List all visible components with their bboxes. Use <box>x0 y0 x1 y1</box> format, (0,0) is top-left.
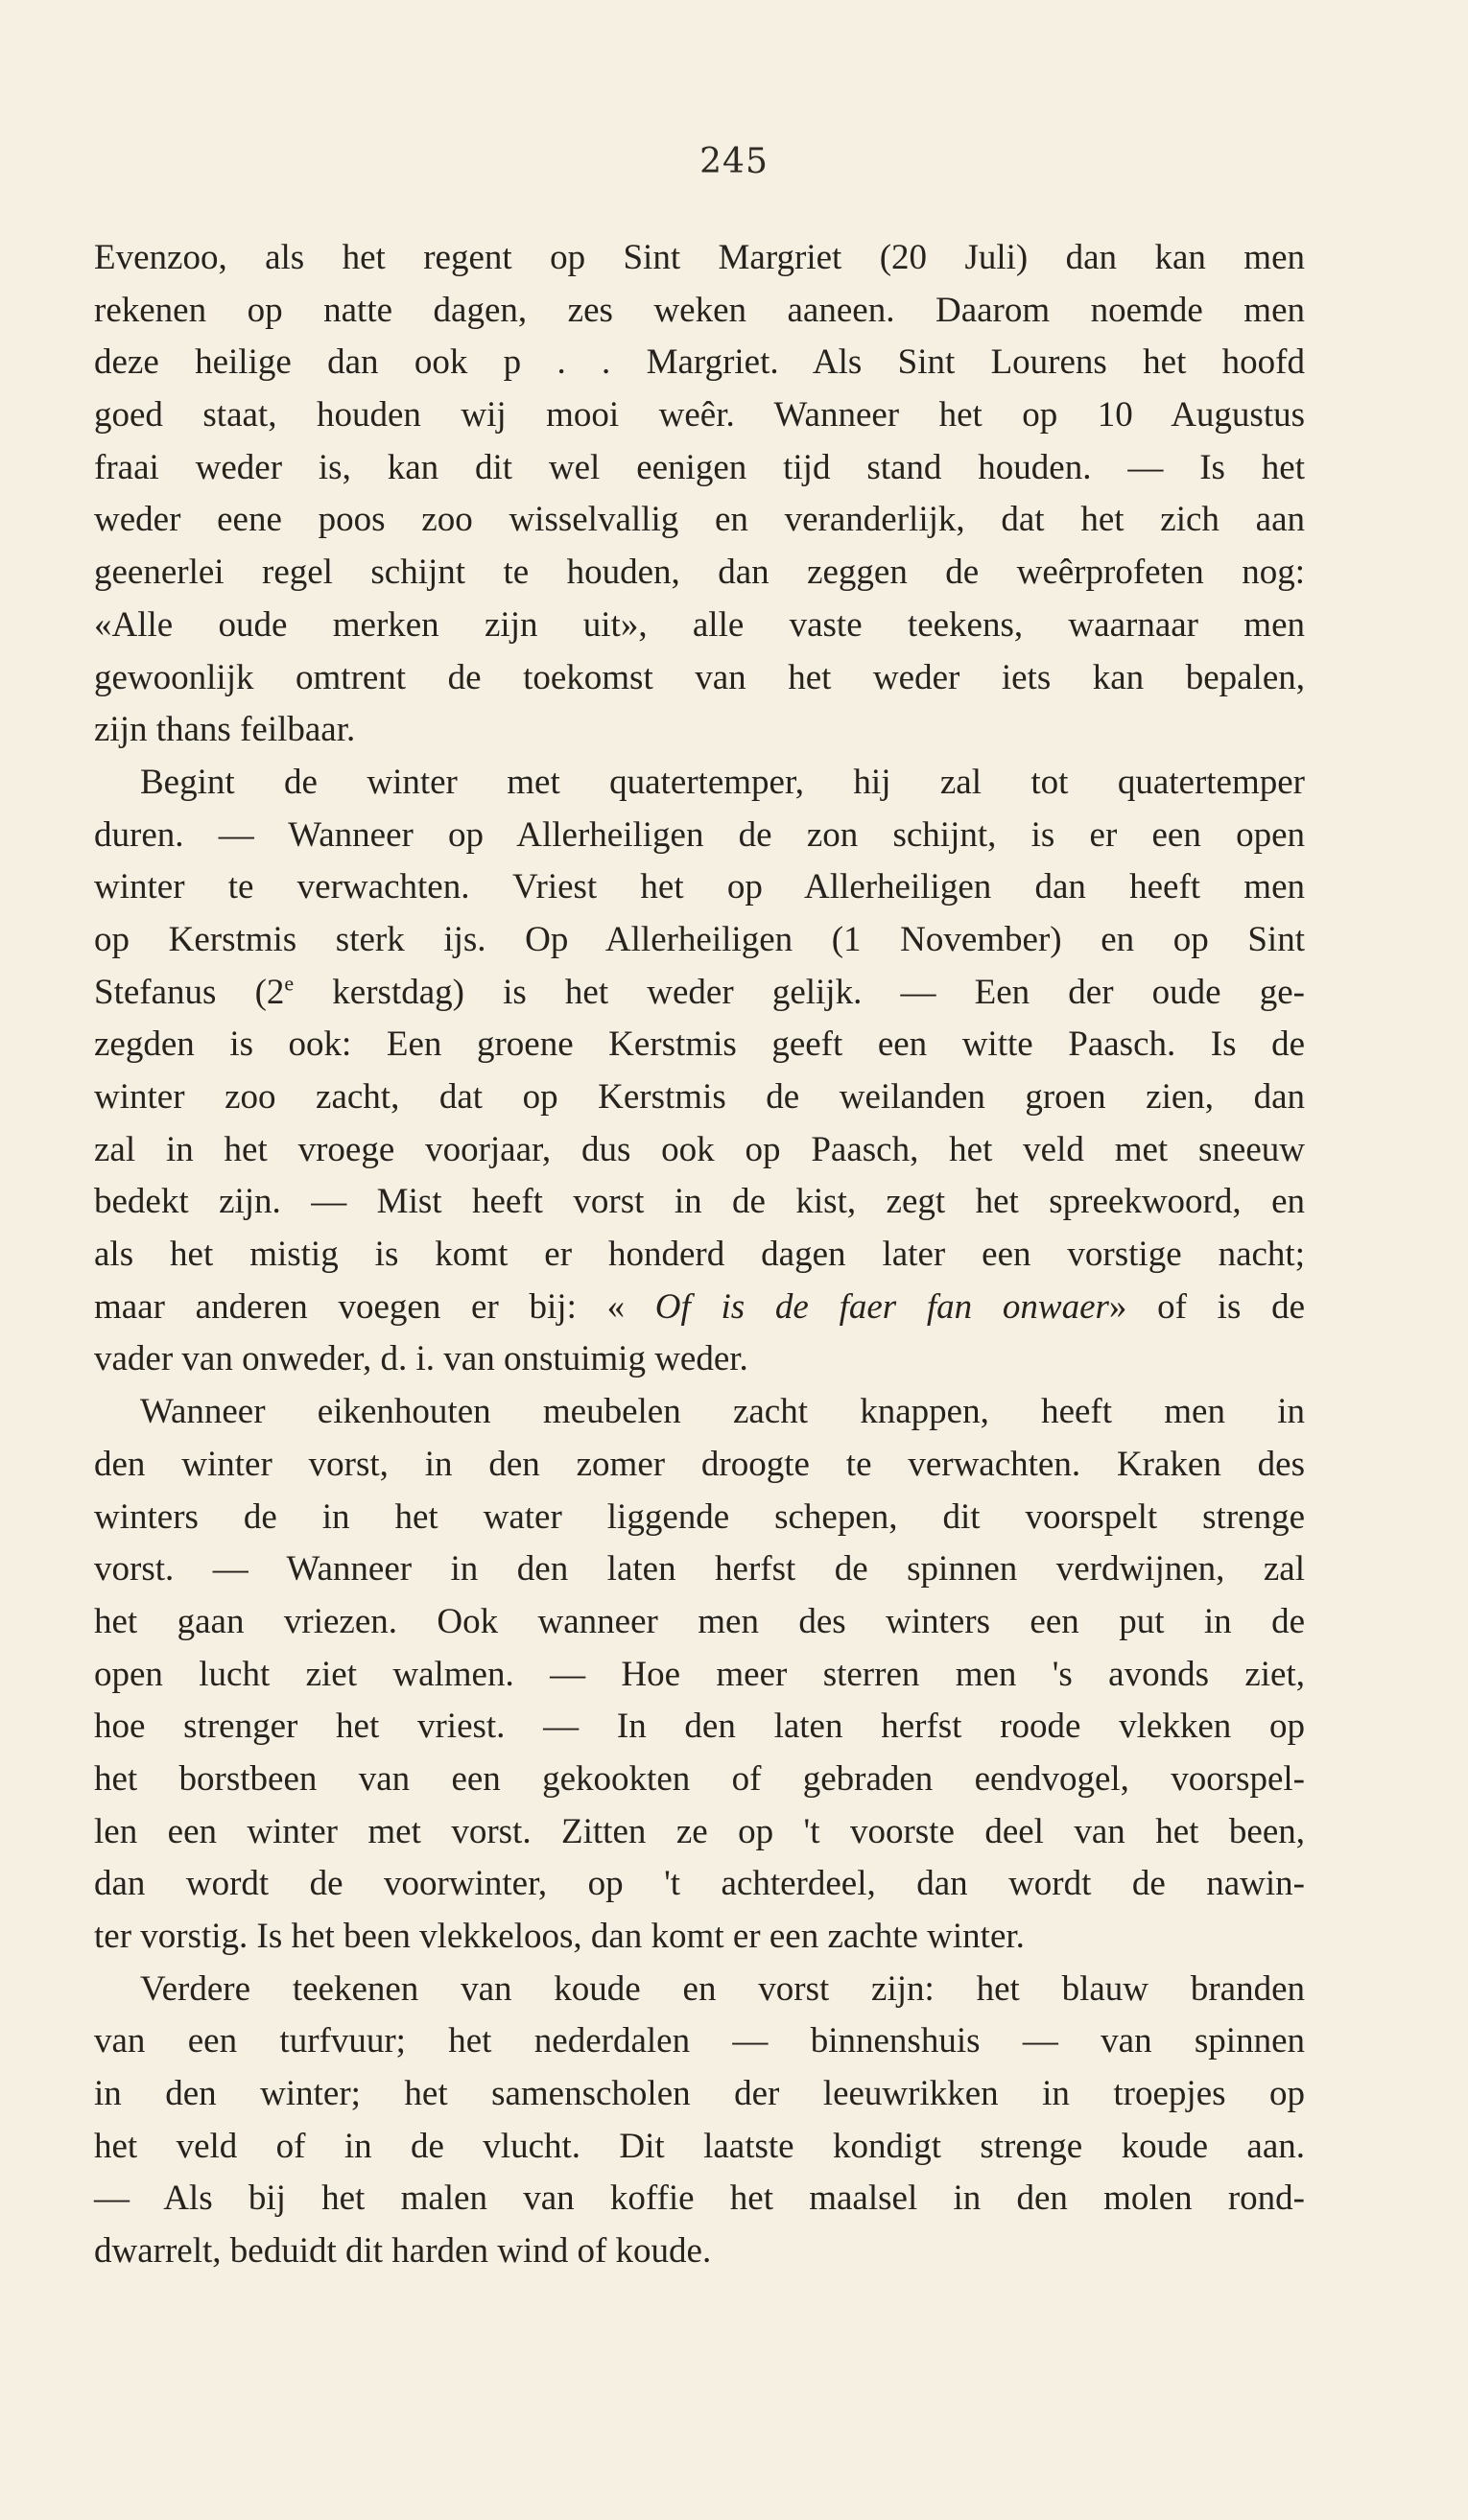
text-line <box>94 1282 1305 1334</box>
text-segment: ter vorstig. Is het been vlekkeloos, dan komt er een zachte winter. <box>94 1917 1025 1956</box>
text-segment: als het mistig is komt er honderd dagen later een vorstige nacht; <box>94 1235 1305 1275</box>
text-line <box>94 1543 1305 1596</box>
text-line <box>94 1806 1305 1859</box>
text-line <box>94 1701 1305 1754</box>
text-line <box>94 652 1305 705</box>
text-line <box>94 442 1305 495</box>
text-line <box>94 1124 1305 1177</box>
text-line <box>94 1019 1305 1072</box>
text-segment: het gaan vriezen. Ook wanneer men des winters een put in de <box>94 1601 1305 1641</box>
text-line <box>94 1386 1305 1439</box>
text-line <box>94 1333 1305 1386</box>
page-number: 245 <box>699 142 769 181</box>
text-segment: zijn thans feilbaar. <box>94 710 356 750</box>
text-segment: op Kerstmis sterk ijs. Op Allerheiligen (1 November) en op Sint <box>94 919 1305 959</box>
text-segment: fraai weder is, kan dit wel eenigen tijd stand houden. — Is het <box>94 447 1305 487</box>
text-segment: zegden is ook: Een groene Kerstmis geeft een witte Paasch. Is de <box>94 1024 1305 1065</box>
text-segment: Stefanus (2 <box>94 972 285 1012</box>
text-segment: winter te verwachten. Vriest het op Allerheiligen dan heeft men <box>94 867 1305 907</box>
text-segment: zal in het vroege voorjaar, dus ook op Paasch, het veld met sneeuw <box>94 1129 1305 1169</box>
text-segment: open lucht ziet walmen. — Hoe meer sterren men 's avonds ziet, <box>94 1654 1305 1694</box>
text-line <box>94 1072 1305 1124</box>
text-segment: den winter vorst, in den zomer droogte te verwachten. Kraken des <box>94 1444 1305 1484</box>
text-line <box>94 1911 1305 1964</box>
text-segment: het veld of in de vlucht. Dit laatste kondigt strenge koude aan. <box>94 2126 1305 2166</box>
text-segment: dwarrelt, beduidt dit harden wind of koude. <box>94 2231 712 2272</box>
text-line <box>94 600 1305 652</box>
text-line <box>94 2015 1305 2068</box>
text-segment: — Als bij het malen van koffie het maalsel in den molen rond- <box>94 2179 1305 2219</box>
text-segment: Verdere teekenen van koude en vorst zijn: het blauw branden <box>140 1968 1305 2009</box>
text-segment: «Alle oude merken zijn uit», alle vaste teekens, waarnaar men <box>94 604 1305 645</box>
text-segment: maar anderen voegen er bij: « <box>94 1286 626 1327</box>
text-segment: van een turfvuur; het nederdalen — binnenshuis — van spinnen <box>94 2021 1305 2061</box>
text-line <box>94 232 1305 285</box>
text-segment: » of is de <box>1108 1286 1305 1327</box>
text-line <box>94 704 1305 757</box>
text-line <box>94 967 1305 1020</box>
text-segment: rekenen op natte dagen, zes weken aaneen. Daarom noemde men <box>94 290 1305 330</box>
text-line <box>94 1492 1305 1544</box>
text-segment: deze heilige dan ook p . . Margriet. Als Sint Lourens het hoofd <box>94 342 1305 383</box>
text-line <box>94 2121 1305 2174</box>
text-segment: het borstbeen van een gekookten of gebraden eendvogel, voorspel- <box>94 1758 1305 1799</box>
text-line <box>94 1649 1305 1702</box>
text-line <box>94 1439 1305 1492</box>
text-line <box>94 2173 1305 2226</box>
text-segment: winters de in het water liggende schepen, dit voorspelt strenge <box>94 1496 1305 1537</box>
text-segment: vorst. — Wanneer in den laten herfst de spinnen verdwijnen, zal <box>94 1549 1305 1590</box>
text-segment: geenerlei regel schijnt te houden, dan zeggen de weêrprofeten nog: <box>94 553 1305 593</box>
text-line <box>94 757 1305 810</box>
text-segment: weder eene poos zoo wisselvallig en veranderlijk, dat het zich aan <box>94 500 1305 540</box>
text-line <box>94 1596 1305 1649</box>
text-line <box>94 2068 1305 2121</box>
italic-quote: Of is de faer fan onwaer <box>625 1286 1109 1327</box>
text-line <box>94 810 1305 862</box>
text-line <box>94 1176 1305 1229</box>
text-segment: goed staat, houden wij mooi weêr. Wanneer het op 10 Augustus <box>94 395 1305 436</box>
text-line <box>94 1964 1305 2016</box>
text-segment: duren. — Wanneer op Allerheiligen de zon schijnt, is er een open <box>94 814 1305 855</box>
text-line <box>94 285 1305 338</box>
text-segment: Wanneer eikenhouten meubelen zacht knappen, heeft men in <box>140 1392 1305 1432</box>
text-line <box>94 389 1305 442</box>
text-segment: gewoonlijk omtrent de toekomst van het weder iets kan bepalen, <box>94 657 1305 697</box>
text-line <box>94 1754 1305 1806</box>
text-segment: len een winter met vorst. Zitten ze op 't voorste deel van het been, <box>94 1811 1305 1851</box>
text-segment: Evenzoo, als het regent op Sint Margriet (20 Juli) dan kan men <box>94 238 1305 277</box>
text-segment: in den winter; het samenscholen der leeuwrikken in troepjes op <box>94 2074 1305 2114</box>
text-segment: bedekt zijn. — Mist heeft vorst in de kist, zegt het spreekwoord, en <box>94 1182 1305 1222</box>
text-segment: hoe strenger het vriest. — In den laten herfst roode vlekken op <box>94 1707 1305 1747</box>
text-line <box>94 1858 1305 1911</box>
superscript: e <box>284 971 295 996</box>
text-line <box>94 494 1305 547</box>
text-line <box>94 2226 1305 2278</box>
body-text <box>94 232 1305 2278</box>
text-segment: Begint de winter met quatertemper, hij zal tot quatertemper <box>140 762 1305 802</box>
text-line <box>94 861 1305 914</box>
text-line <box>94 1229 1305 1282</box>
text-segment: vader van onweder, d. i. van onstuimig weder. <box>94 1339 748 1379</box>
text-segment: winter zoo zacht, dat op Kerstmis de weilanden groen zien, dan <box>94 1077 1305 1117</box>
text-segment: kerstdag) is het weder gelijk. — Een der oude ge- <box>294 972 1305 1012</box>
text-line <box>94 547 1305 600</box>
text-line <box>94 914 1305 967</box>
text-line <box>94 337 1305 389</box>
text-segment: dan wordt de voorwinter, op 't achterdeel, dan wordt de nawin- <box>94 1864 1305 1904</box>
